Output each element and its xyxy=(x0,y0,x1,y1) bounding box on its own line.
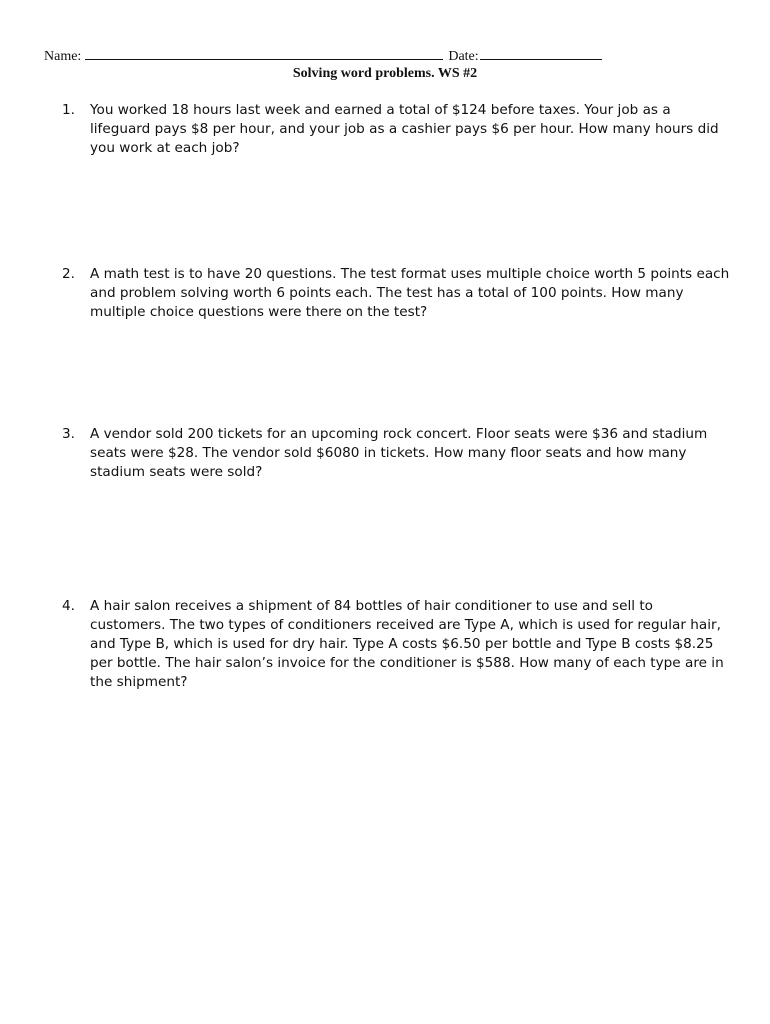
problem-number: 4. xyxy=(62,598,75,614)
problem-number: 2. xyxy=(62,266,75,282)
problem-2 xyxy=(62,265,730,322)
name-blank[interactable] xyxy=(85,46,443,60)
problem-text: A vendor sold 200 tickets for an upcoming rock concert. Floor seats were $36 and stadium seats were $28. The vendor sold $6080 in tickets. How many floor seats and how many stadium seats were sold? xyxy=(90,426,708,480)
name-date-line xyxy=(44,46,724,66)
problem-3 xyxy=(62,425,730,482)
problem-text: A hair salon receives a shipment of 84 bottles of hair conditioner to use and sell to customers. The two types of conditioners received are Type A, which is used for regular hair, and Type B, which is used for dry hair. Type A costs $6.50 per bottle and Type B costs $8.25 per bottle. The hair salon’s invoice for the conditioner is $588. How many of each type are in the shipment? xyxy=(90,598,724,690)
problem-1 xyxy=(62,101,730,158)
problem-number: 1. xyxy=(62,102,75,118)
name-label: Name: xyxy=(44,49,82,64)
problem-4 xyxy=(62,597,730,692)
problem-text: You worked 18 hours last week and earned a total of $124 before taxes. Your job as a lifeguard pays $8 per hour, and your job as a cashier pays $6 per hour. How many hours did you work at each job? xyxy=(90,102,719,156)
problem-text: A math test is to have 20 questions. The test format uses multiple choice worth 5 points each and problem solving worth 6 points each. The test has a total of 100 points. How many multiple choice questions were there on the test? xyxy=(90,266,730,320)
date-label: Date: xyxy=(448,49,479,64)
date-blank[interactable] xyxy=(480,46,602,60)
problem-number: 3. xyxy=(62,426,75,442)
worksheet-title: Solving word problems. WS #2 xyxy=(292,66,478,81)
